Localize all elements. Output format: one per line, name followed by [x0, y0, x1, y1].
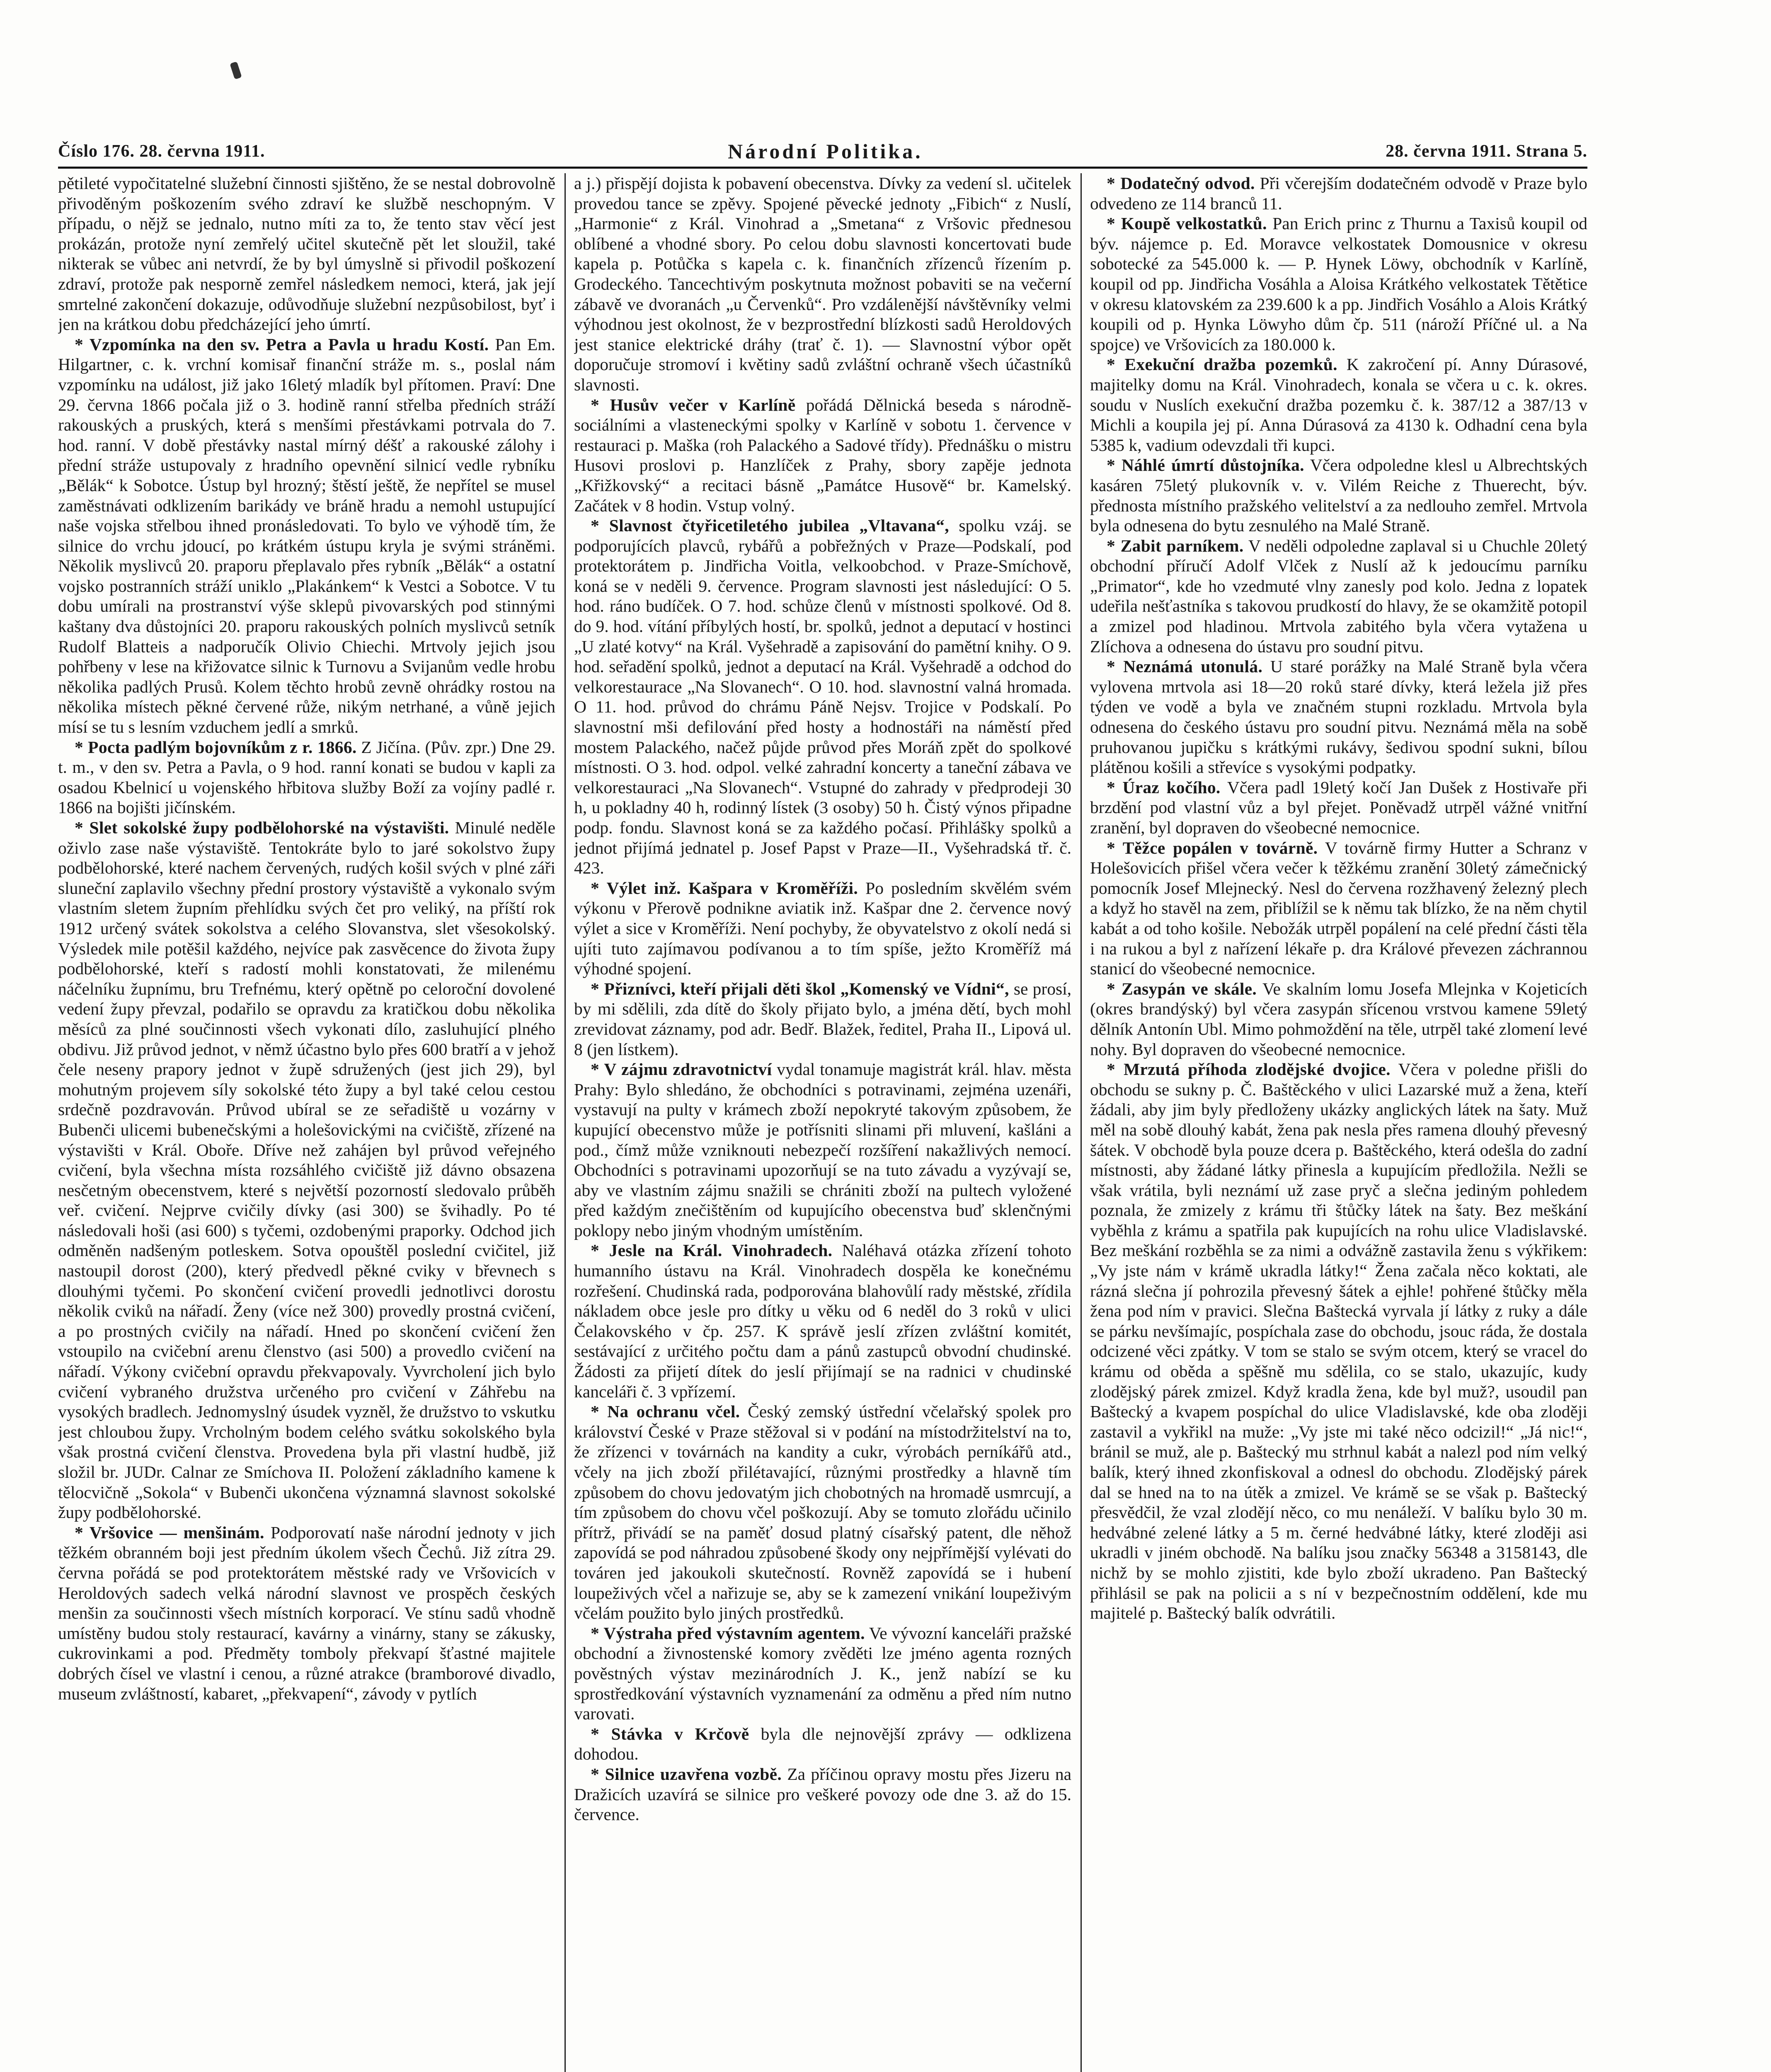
news-item-heading: * Slet sokolské župy podbělohorské na výstavišti. [75, 818, 449, 837]
newspaper-title: Národní Politika. [728, 140, 923, 163]
news-item-heading: * V zájmu zdravotnictví [591, 1060, 772, 1079]
news-item-text: Naléhavá otázka zřízení tohoto humanního ústavu na Král. Vinohradech dospěla ke konečnému rozřešení. Chudinská rada, podporována blahovůlí rady městské, zřídila nákladem obce jesle pro dítky u věku od 6 neděl do 3 roků v ulici Čelakovského v čp. 257. K správě jeslí zřízen zvláštní komitét, sestávající z určitého počtu dam a pánů zastupců obvodní chudinské. Žádosti za přijetí dítek do jeslí přijímají se na radnici v chudinské kanceláři č. 3 vpřízemí. [574, 1241, 1071, 1401]
date-and-page: 28. června 1911. Strana 5. [1386, 142, 1587, 161]
news-item-text: pořádá Dělnická beseda s národně-sociálními a vlasteneckými spolky v Karlíně v sobotu 1. července v restauraci p. Maška (roh Palackého a Sadové třídy). Přednášku o mistru Husovi proslovi p. Hanzlíček z Prahy, sbory zapěje jednota „Křižkovský“ a recitaci básně „Památce Husově“ br. Kamelský. Začátek v 8 hodin. Vstup volný. [574, 395, 1071, 515]
news-item-heading: * Silnice uzavřena vozbě. [591, 1764, 782, 1784]
news-item-heading: * Zasypán ve skále. [1107, 979, 1257, 998]
news-item-text: Za příčinou opravy mostu přes Jizeru na Dražicích uzavírá se silnice pro veškeré povozy ode dne 3. až do 15. července. [574, 1764, 1071, 1824]
news-item-heading: * Na ochranu včel. [591, 1402, 740, 1421]
news-item [1090, 173, 1587, 213]
news-item-heading: * Husův večer v Karlíně [591, 395, 796, 414]
news-item-text: Podporovatí naše národní jednoty v jich těžkém obranném boji jest předním úkolem všech Čechů. Již zítra 29. června pořádá se pod protektorátem městské rady ve Vršovicích v Heroldových sadech velká národní slavnost ve prospěch českých menšin za součinnosti všech místních korporací. Ve stínu sadů vhodně umístěny budou stoly restaurací, kavárny a vinárny, stany se zákusky, cukrovinkami a pod. Předměty tomboly překvapí šťastné majitele dobrých čísel ve vlastní i cenou, a různé atrakce (bramborové divadlo, museum zvláštností, kabaret, „překvapení“, závody v pytlích [58, 1523, 555, 1703]
news-item-text: Včera odpoledne klesl u Albrechtských kasáren 75letý plukovník v. v. Vilém Reiche z Thuerecht, býv. přednosta místního pražského velitelství a za nedlouho zemřel. Mrtvola byla odnesena do bytu zesnulého na Malé Straně. [1090, 455, 1587, 535]
news-item-text: Z Jičína. (Pův. zpr.) Dne 29. t. m., v den sv. Petra a Pavla, o 9 hod. ranní konati se budou v kapli za osadou Kbelnicí u vojenského hřbitova služby Boží za vojíny padlé r. 1866 na bojišti jičínském. [58, 737, 555, 817]
news-item-text: V továrně firmy Hutter a Schranz v Holešovicích přišel včera večer k těžkému zranění 30letý zámečnický pomocník Josef Mlejnecký. Nesl do červena rozžhavený železný plech a když ho stavěl na zem, přiblížil se k němu tak blízko, že na něm chytil kabát a od toho košile. Nebožák utrpěl popálení na celé přední části těla i na rukou a byl z nařízení lékaře p. dra Králové převezen záchrannou stanicí do všeobecné nemocnice. [1090, 838, 1587, 978]
news-item-heading: * Exekuční dražba pozemků. [1107, 355, 1337, 374]
news-item [574, 1764, 1071, 1825]
news-item [58, 173, 555, 334]
news-item-text: pětileté vypočitatelné služební činnosti sjištěno, že se nestal dobrovolně přivoděným poškozením svého zdraví ke službě neschopným. V případu, o nějž se jednalo, nutno míti za to, že tento stav věcí jest prokázán, protože nyní zemřelý učitel skutečně pět let sloužil, také nikterak se vůbec ani netvrdí, že by byl úmyslně si přivodil poškození zdraví, protože pak nesporně zemřel následkem nemoci, která, jak její smrtelné zakončení dokazuje, odůvodňuje služební nezpůsobilost, byť i jen na krátkou dobu předcházející jeho úmrtí. [58, 174, 555, 334]
news-item-text: byla dle nejnovější zprávy — odklizena dohodou. [574, 1724, 1071, 1764]
news-item [58, 737, 555, 818]
news-item [1090, 455, 1587, 535]
news-item [574, 1059, 1071, 1240]
column-1 [58, 173, 555, 2072]
news-item [1090, 213, 1587, 354]
news-item [574, 878, 1071, 979]
news-item-heading: * Vršovice — menšinám. [75, 1523, 264, 1542]
news-item-text: Minulé neděle oživlo zase naše výstaviště. Tentokráte bylo to jaré sokolstvo župy podbělohorské, které nachem červených, rudých košil svých v plné záři sluneční zaplavilo všechny přední prostory výstaviště a vykonalo svým vlastním sletem župním přehlídku svých čet pro veliký, na příští rok 1912 určený svátek sokolstva a celého Slovanstva, slet všesokolský. Výsledek mile potěšil každého, nejvíce pak zasvěcence do života župy podbělohorské, kteří s radostí mohli konstatovati, že milenému náčelníku župnímu, bru Trefnému, který opětně po celoroční dovolené vedení župy převzal, podařilo se opravdu za kratičkou dobu několika měsíců za plné součinnosti všech vykonati dílo, zasluhující plného obdivu. Již průvod jednot, v němž účastno bylo přes 600 bratří a v jehož čele neseny prapory jednot v župě sdružených (jest jich 29), byl mohutným projevem síly sokolské této župy a byl také celou cestou srdečně pozdravován. Průvod ubíral se ze seřadiště u vozárny v Bubenči ulicemi bubenečskými a holešovickými na cvičiště, zřízené na výstavišti v Král. Oboře. Dříve než zahájen byl průvod veřejného cvičení, byla všechna místa rozsáhlého cvičiště již dávno obsazena nesčetným obecenstvem, které s největší pozorností sledovalo průběh veř. cvičení. Nejprve cvičily dívky (asi 300) se švihadly. Po té následovali hoši (asi 600) s tyčemi, ozdobenými praporky. Odchod jich odměněn nadšeným potleskem. Sotva opouštěl poslední cvičitel, již nastoupil dorost (200), který předvedl pěkné cviky v břevnech s dlouhými tyčemi. Po skončení cvičení provedli jednotlivci dorostu několik cviků na nářadí. Ženy (více než 300) provedly prostná cvičení, a po prostných cvičily na nářadí. Hned po skončení cvičení žen vstoupilo na cvičební arenu členstvo (asi 500) a provedlo cvičení na nářadí. Výkony cvičební opravdu překvapovaly. Vyvrcholení jich bylo cvičení vybraného družstva určeného pro cvičení v Záhřebu na vysokých bradlech. Jednomyslný úsudek vyzněl, že družstvo to vskutku jest chloubou župy. Vrcholným bodem celého svátku sokolského byla však prostná cvičení členstva. Provedena byla při vlastní hudbě, již složil br. JUDr. Calnar ze Smíchova II. Položení základního kamene k tělocvičně „Sokola“ v Bubenči ukončena významná slavnost sokolské župy podbělohorské. [58, 818, 555, 1522]
news-item [1090, 777, 1587, 838]
news-item [574, 1402, 1071, 1623]
column-divider [1081, 173, 1082, 2072]
news-item-heading: * Úraz kočího. [1107, 777, 1221, 797]
issue-number: Číslo 176. 28. června 1911. [58, 142, 265, 161]
news-item-heading: * Pocta padlým bojovníkům z r. 1866. [75, 737, 357, 757]
page-header [58, 137, 1587, 166]
news-item [574, 516, 1071, 878]
news-item-text: Pan Em. Hilgartner, c. k. vrchní komisař finanční stráže m. s., poslal nám vzpomínku na událost, již jako 16letý mladík byl přítomen. Praví: Dne 29. června 1866 počala již o 3. hodině ranní střelba předních stráží rakouských a pruských, která s menšími přestávkami potrvala do 7. hod. ranní. V době přestávky nastal mírný déšť a rakouské zálohy i přední stráže ustupovaly z hradního opevnění silnicí vedle rybníku „Bělák“ k Sobotce. Ústup byl hrozný; štěstí ještě, že nepřítel se musel zaměstnávati odklizením barikády ve bráně hradu a nemohl ustupující naše vojska střelbou ihned pronásledovati. To bylo ve výhodě tím, že silnice do vrchu jdoucí, po krátkém ústupu kryla je svými stráněmi. Několik myslivců 20. praporu přeplavalo přes rybník „Bělák“ a ostatní vojsko postranních stráží uniklo „Plakánkem“ k Vestci a Sobotce. V tu dobu umírali na prostranství výše sklepů pivovarských pod stinnými kaštany dva důstojníci 20. praporu rakouských polních myslivců setník Rudolf Blatteis a nadporučík Olivio Chiechi. Mrtvoly jejich jsou pohřbeny v lese na křižovatce silnic k Turnovu a Svijanům vedle hrobu několika padlých Prusů. Kolem těchto hrobů zevně ohrádky rostou na několika místech pěkné červené růže, nikým netrhané, a vůně jejich mísí se tu s lesním vzduchem jedlí a smrků. [58, 334, 555, 737]
news-item-text: K zakročení pí. Anny Dúrasové, majitelky domu na Král. Vinohradech, konala se včera u c. k. okres. soudu v Nuslích exekuční dražba pozemku č. k. 387/12 a 387/13 v Michli a koupila jej pí. Anna Dúrasová za 4130 k. Odhadní cena byla 5385 k, vadium odevzdali tři kupci. [1090, 355, 1587, 455]
news-item-text: Český zemský ústřední včelařský spolek pro království České v Praze stěžoval si v podání na místodržitelství na to, že zřízenci v továrnách na kandity a cukr, výrobách perníkářů atd., včely na jich zboží přilétavající, různými prostředky a hlavně tím způsobem do chovu jedovatým jich chobotných na hromadě usmrcují, a tím způsobem do chovu včel poškozují. Aby se tomuto zlořádu učinilo přítrž, přivádí se na paměť dosud platný císařský patent, dle něhož zapovídá se pod náhradou způsobené škody ony nejpřímější vylévati do továren jed jakoukoli skutečností. Rovněž zapovídá se i hubení loupeživých včel a nařizuje se, aby se k zamezení vnikání loupeživým včelám použito bylo jiných prostředků. [574, 1402, 1071, 1623]
news-item [574, 1623, 1071, 1724]
news-item-heading: * Výstraha před výstavním agentem. [591, 1623, 865, 1643]
news-item [58, 334, 555, 737]
news-item-heading: * Slavnost čtyřicetiletého jubilea „Vltavana“, [591, 516, 949, 535]
news-item [1090, 656, 1587, 777]
news-item-heading: * Zabit parníkem. [1107, 536, 1244, 555]
news-item [1090, 979, 1587, 1059]
news-item-heading: * Stávka v Krčově [591, 1724, 749, 1743]
news-item-heading: * Dodatečný odvod. [1107, 174, 1255, 193]
news-item-heading: * Vzpomínka na den sv. Petra a Pavla u hradu Kostí. [75, 334, 489, 354]
news-item [58, 818, 555, 1523]
news-item-text: Včera padl 19letý kočí Jan Dušek z Hostivaře při brzdění pod vlastní vůz a byl přejet. Poněvadž utrpěl vážné vnitřní zranění, byl dopraven do všeobecné nemocnice. [1090, 777, 1587, 837]
news-item-text: se prosí, by mi sdělili, zda dítě do školy přijato bylo, a jména dětí, bych mohl zrevidovat záznamy, pod adr. Bedř. Blažek, ředitel, Praha II., Lipová ul. 8 (jen lístkem). [574, 979, 1071, 1059]
news-item-heading: * Těžce popálen v továrně. [1107, 838, 1318, 857]
column-3 [1090, 173, 1587, 2072]
news-item [1090, 1059, 1587, 1623]
news-item-text: Pan Erich princ z Thurnu a Taxisů koupil od býv. nájemce p. Ed. Moravce velkostatek Domousnice v okresu sobotecké za 545.000 k. — P. Hynek Löwy, obchodník v Karlíně, koupil od pp. Jindřicha Vosáhla a Aloisa Krátkého velkostatek Tětětice v okresu klatovském za 239.600 k a pp. Jindřich Vosáhlo a Alois Krátký koupili od p. Hynka Löwyho dům čp. 511 (nároží Příčné ul. a Na spojce) ve Vršovicích za 180.000 k. [1090, 214, 1587, 354]
news-item-heading: * Přiznívci, kteří přijali děti škol „Komenský ve Vídni“, [591, 979, 1009, 998]
column-2 [574, 173, 1071, 2072]
news-item [58, 1523, 555, 1704]
news-item-text: Ve vývozní kanceláři pražské obchodní a živnostenské komory zvěděti lze jméno agenta rozných pověstných výstav mezinárodních J. K., jenž nabízí se ku sprostředkování výstavních vyznamenání za odměnu a před ním nutno varovati. [574, 1623, 1071, 1723]
news-item-heading: * Neznámá utonulá. [1107, 657, 1263, 676]
ink-mark [230, 61, 242, 80]
news-item [574, 1240, 1071, 1402]
news-item-heading: * Mrzutá příhoda zlodějské dvojice. [1107, 1060, 1391, 1079]
news-item-heading: * Náhlé úmrtí důstojníka. [1107, 455, 1304, 475]
news-item [1090, 536, 1587, 657]
news-item-text: spolku vzáj. se podporujících plavců, rybářů a pobřežných v Praze—Podskalí, pod protektorátem p. Jindřicha Voitla, velkoobchod. v Praze-Smíchově, koná se v neděli 9. července. Program slavnosti jest následující: O 5. hod. ráno budíček. O 7. hod. schůze členů v místnosti spolkové. Od 8. do 9. hod. vítání příbylých hostí, br. spolků, jednot a deputací v hostinci „U zlaté kotvy“ na Král. Vyšehradě a zapisování do pamětní knihy. O 9. hod. seřadění spolků, jednot a deputací na Král. Vyšehradě a odchod do velkorestaurace „Na Slovanech“. O 10. hod. slavnostní valná hromada. O 11. hod. průvod do chrámu Páně Nejsv. Trojice v Podskalí. Po slavnostní mši defilování před hosty a hodnostáři na náměstí před mostem Palackého, načež půjde průvod přes Moráň zpět do spolkové místnosti. O 3. hod. odpol. velké zahradní koncerty a taneční zábava ve velkorestauraci „Na Slovanech“. Vstupné do zahrady v předprodeji 30 h, u pokladny 40 h, rodinný lístek (3 osoby) 50 h. Čistý výnos připadne podp. fondu. Slavnost koná se za každého počasí. Přihlášky spolků a jednot přijímá jednatel p. Josef Papst v Praze—II., Vyšehradská tř. č. 423. [574, 516, 1071, 878]
news-item-text: Po posledním skvělém svém výkonu v Přerově podnikne aviatik inž. Kašpar dne 2. července nový výlet a sice v Kroměříži. Není pochyby, že obyvatelstvo z okolí nedá si ujíti tuto zajímavou podívanou a to tím spíše, ježto Kroměříž má výhodné spojení. [574, 878, 1071, 978]
news-item-heading: * Koupě velkostatků. [1107, 214, 1267, 233]
news-item [574, 395, 1071, 516]
news-item-heading: * Jesle na Král. Vinohradech. [591, 1241, 833, 1260]
news-item [574, 979, 1071, 1059]
news-item [1090, 354, 1587, 455]
news-item-text: vydal tonamuje magistrát král. hlav. města Prahy: Bylo shledáno, že obchodníci s potravinami, zejména uzenáři, vystavují na pulty v krámech zboží nepokryté takovým způsobem, že kupující obecenstvo může je potřísniti slinami při mluvení, kašláni a pod., čímž může vzniknouti nebezpečí rozšíření nakažlivých nemocí. Obchodníci s potravinami upozorňují se na tuto závadu a vyzývají se, aby ve vlastním zájmu snažili se chrániti zboží na pultech vyložené před každým znečištěním od kupujícího obecenstva buď sklenčnými poklopy nebo jiným vhodným umístěním. [574, 1060, 1071, 1240]
news-item [574, 173, 1071, 395]
news-item-text: V neděli odpoledne zaplaval si u Chuchle 20letý obchodní příručí Adolf Vlček z Nuslí až k jedoucímu parníku „Primator“, kde ho vzedmuté vlny zanesly pod kolo. Jedna z lopatek udeřila nešťastníka s takovou prudkostí do hlavy, že se okamžitě potopil a zmizel pod hladinou. Mrtvola zabitého byla včera vytažena u Zlíchova a odnesena do ústavu pro soudní pitvu. [1090, 536, 1587, 656]
news-item-text: a j.) přispějí dojista k pobavení obecenstva. Dívky za vedení sl. učitelek provedou tance se zpěvy. Spojené pěvecké jednoty „Fibich“ z Nuslí, „Harmonie“ z Král. Vinohrad a „Smetana“ z Vršovic přednesou oblíbené a vhodné sbory. Po celou dobu slavnosti koncertovati bude kapela p. Potůčka s kapela c. k. finančních zřízenců řízením p. Grodeckého. Tancechtivým poskytnuta možnost pobaviti se na večerní zábavě ve dvoranách „u Červenků“. Pro vzdálenější návštěvníky velmi výhodnou jest okolnost, že v bezprostřední blízkosti sadů Heroldových jest stanice elektrické dráhy (trať č. 1). — Slavnostní výbor opět doporučuje stromoví i květiny sadů zvláštní ochraně všech účastníků slavnosti. [574, 174, 1071, 394]
column-divider [564, 173, 566, 2072]
news-item-text: U staré porážky na Malé Straně byla včera vylovena mrtvola asi 18—20 roků staré dívky, která ležela již přes týden ve vodě a byla ve značném stupni rozkladu. Mrtvola byla odnesena do českého ústavu pro soudní pitvu. Neznámá měla na sobě pruhovanou jupičku s krátkými rukávy, šedivou spodní sukni, bílou plátěnou košili a střevíce s vysokými podpatky. [1090, 657, 1587, 777]
news-item [1090, 838, 1587, 979]
news-item-text: Včera v poledne přišli do obchodu se sukny p. Č. Baštěckého v ulici Lazarské muž a žena, kteří žádali, aby jim byly předloženy ukázky anglických látek na šaty. Muž měl na sobě dlouhý kabát, žena pak nesla přes ramena dlouhý převesný šátek. V obchodě byla pouze dcera p. Baštěckého, která odešla do zadní místnosti, aby žádané látky přinesla a kupujícím předložila. Nežli se však vrátila, byli neznámí už zase pryč a slečna jediným pohledem poznala, že zmizely z krámu tři štůčky látek na šaty. Bez meškání vyběhla z krámu a spatřila pak kupujících na rohu ulice Vladislavské. Bez meškání rozběhla se za nimi a odvážně zastavila ženu s výkřikem: „Vy jste nám v krámě ukradla látky!“ Žena začala něco koktati, ale rázná slečna jí pohrozila převesný šátek a ejhle! pohřené štůčky měla žena pod ním v pravici. Slečna Baštecká vyrvala jí látky z ruky a dále se párku nevšímajíc, pospíchala zase do obchodu, jsouc ráda, že dostala odcizené věci zpátky. V tom se stalo se svým otcem, který se vracel do krámu od oběda a spěšně mu sdělila, co se stalo, ukazujíc, kudy zlodějský párek zmizel. Když kradla žena, kde byl muž?, usoudil pan Baštecký a kvapem pospíchal do ulice Vladislavské, kde oba zloději zastavil a vykřikl na muže: „Vy jste mi také něco odcizil!“ „Já nic!“, bránil se muž, ale p. Baštecký mu strhnul kabát a nalezl pod ním velký balík, který ihned zkonfiskoval a odnesl do obchodu. Zlodějský párek dal se hned na to na útěk a zmizel. Ve krámě se se však p. Baštecký přesvědčil, že vzal zlodějí něco, co mu nenáleží. V balíku bylo 30 m. hedvábné zelené látky a 5 m. černé hedvábné látky, které zloději asi ukradli v jiném obchodě. Na balíku jsou značky 56348 a 3158143, dle nichž by se mohlo zjistiti, kde bylo zboží ukradeno. Pan Baštecký přihlásil se pak na policii a s ní v bezpečnostním oddělení, kde mu majitelé p. Baštecký balík odvrátili. [1090, 1060, 1587, 1623]
article-columns [58, 173, 1587, 2072]
news-item-text: Ve skalním lomu Josefa Mlejnka v Kojeticích (okres brandýský) byl včera zasypán sřícenou vrstvou kamene 59letý dělník Antonín Ubl. Mimo pohmoždění na těle, utrpěl také zlomení levé nohy. Byl dopraven do všeobecné nemocnice. [1090, 979, 1587, 1059]
news-item-heading: * Výlet inž. Kašpara v Kroměříži. [591, 878, 858, 898]
news-item [574, 1724, 1071, 1764]
header-rule [58, 167, 1587, 169]
news-item-text: Při včerejším dodatečném odvodě v Praze bylo odvedeno ze 114 branců 11. [1090, 174, 1587, 213]
